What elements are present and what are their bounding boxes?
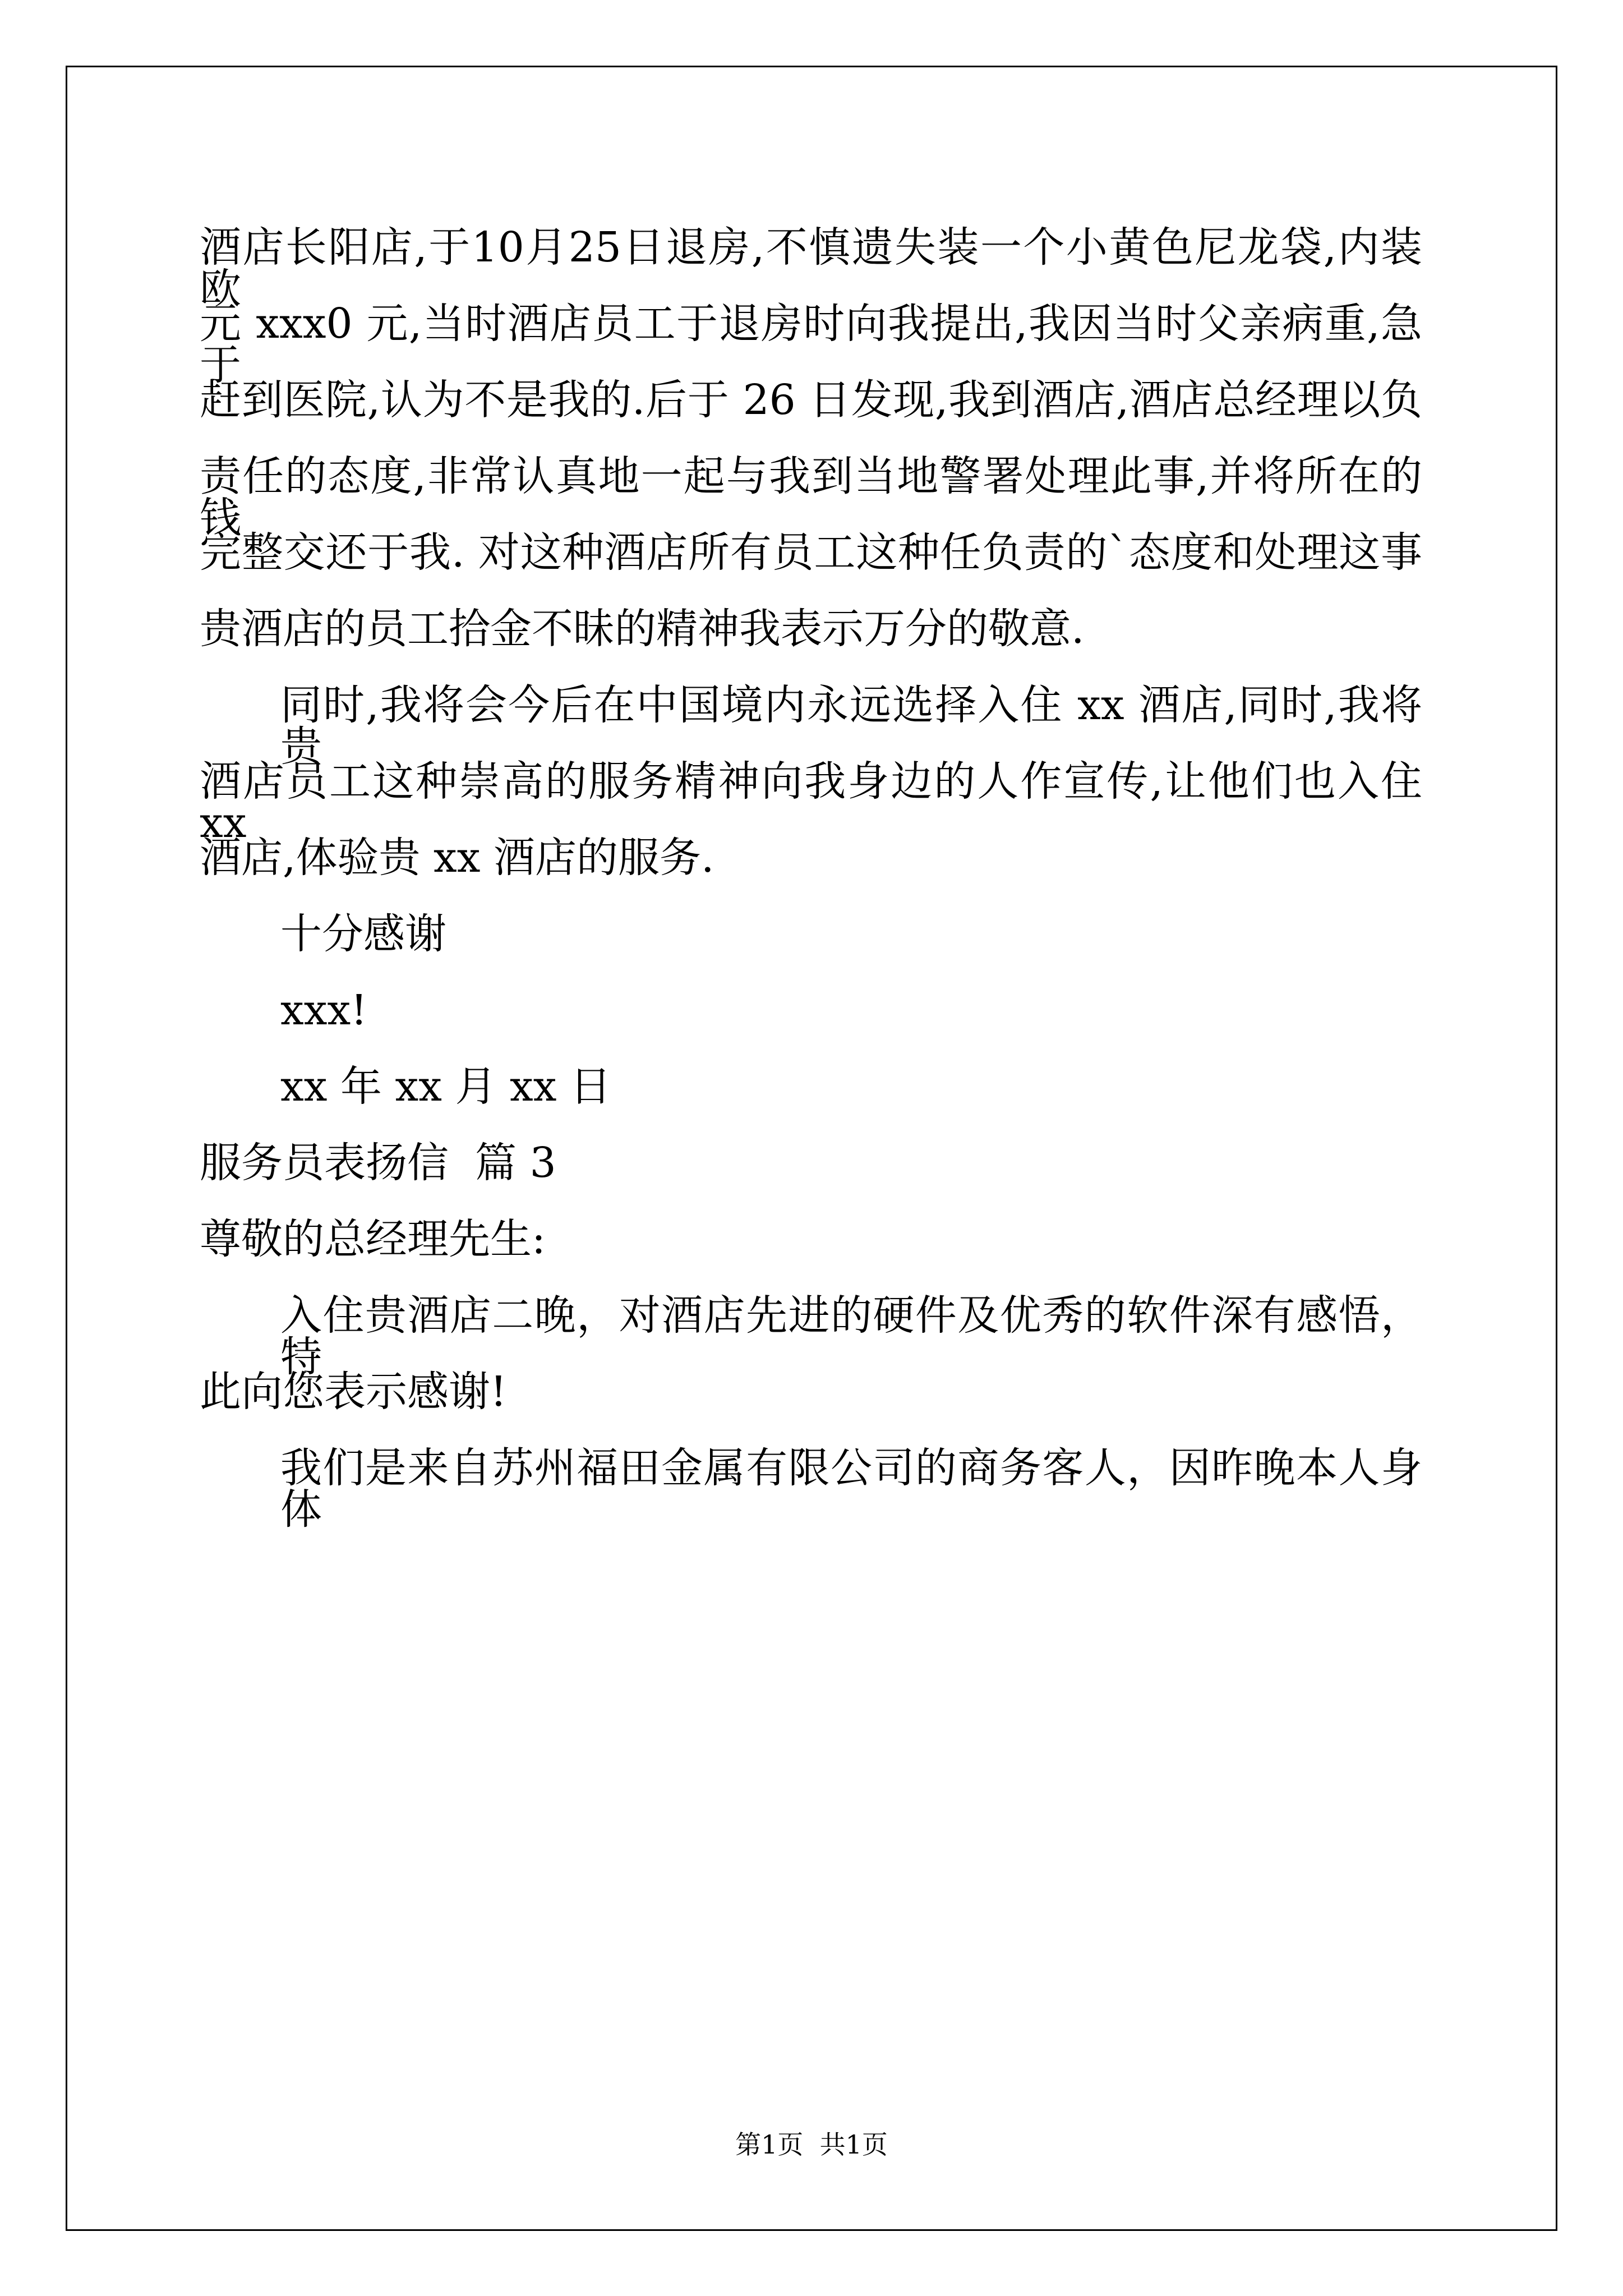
section-heading: 服务员表扬信 篇 3: [200, 1139, 556, 1187]
salutation: 尊敬的总经理先生:: [200, 1215, 546, 1263]
paragraph-line: 此向您表示感谢!: [200, 1368, 507, 1416]
paragraph-line: 入住贵酒店二晚，对酒店先进的硬件及优秀的软件深有感悟，特: [280, 1291, 1422, 1381]
signature-name: xxx!: [280, 986, 367, 1034]
paragraph-line: 同时,我将会今后在中国境内永远选择入住 xx 酒店,同时,我将贵: [280, 681, 1422, 771]
paragraph-line: 酒店员工这种崇高的服务精神向我身边的人作宣传,让他们也入住 xx: [200, 757, 1422, 847]
paragraph-line: 完整交还于我. 对这种酒店所有员工这种任负责的`态度和处理这事: [200, 528, 1422, 577]
signature-date: xx 年 xx 月 xx 日: [280, 1062, 612, 1111]
page-footer: 第1页 共1页: [735, 2129, 888, 2160]
paragraph-line: 赶到医院,认为不是我的.后于 26 日发现,我到酒店,酒店总经理以负: [200, 376, 1422, 424]
paragraph-line: 元 xxx0 元,当时酒店员工于退房时向我提出,我因当时父亲病重,急于: [200, 300, 1422, 389]
closing-thanks: 十分感谢: [280, 910, 446, 958]
paragraph-line: 酒店,体验贵 xx 酒店的服务.: [200, 834, 714, 882]
paragraph-line: 贵酒店的员工拾金不昧的精神我表示万分的敬意.: [200, 605, 1085, 653]
paragraph-line: 酒店长阳店,于10月25日退房,不慎遗失装一个小黄色尼龙袋,内装欧: [200, 223, 1422, 313]
paragraph-line: 我们是来自苏州福田金属有限公司的商务客人，因昨晚本人身体: [280, 1444, 1422, 1534]
paragraph-line: 责任的态度,非常认真地一起与我到当地警署处理此事,并将所在的钱: [200, 452, 1422, 542]
